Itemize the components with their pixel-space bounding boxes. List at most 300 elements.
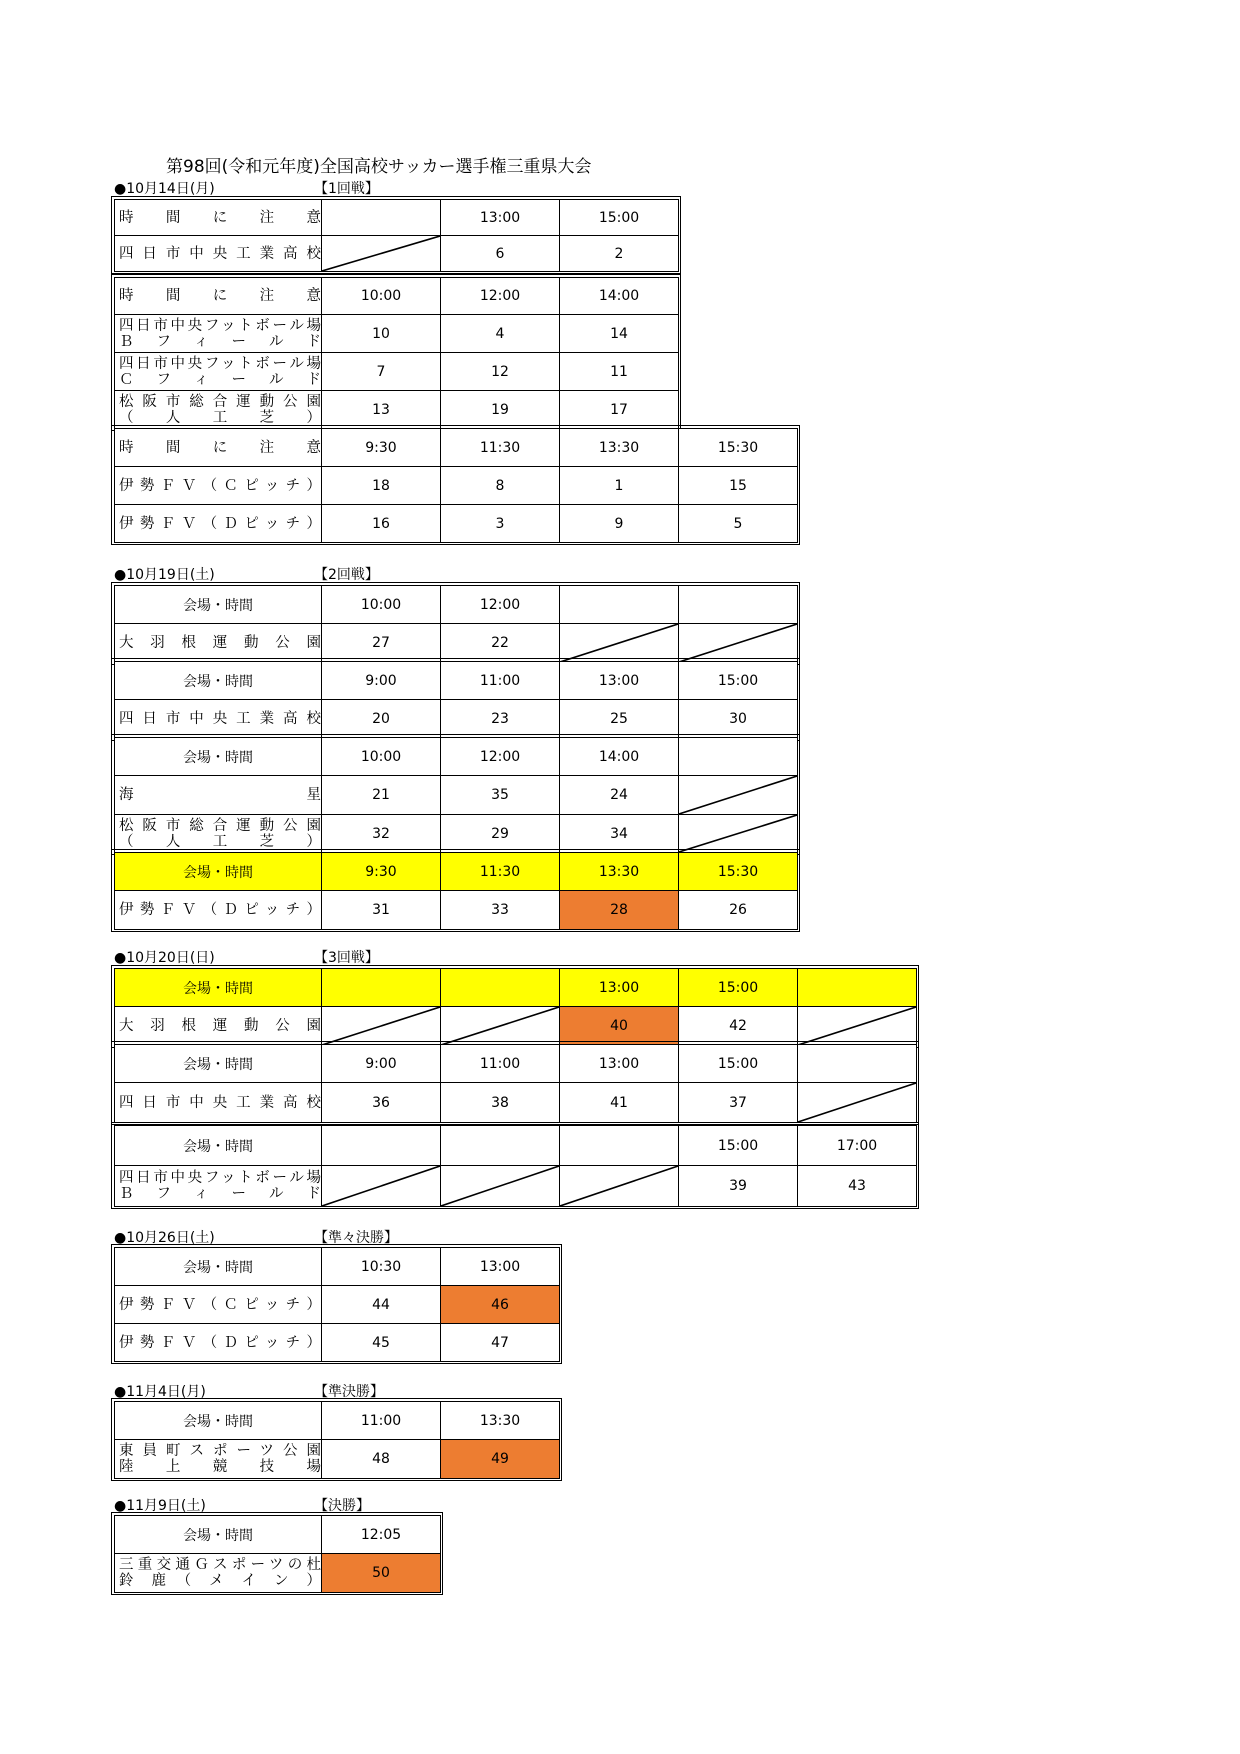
kickoff-time: [678, 852, 798, 891]
venue-name-lines: [119, 1170, 321, 1202]
kickoff-time: [440, 1125, 560, 1166]
kickoff-time: [678, 661, 798, 700]
venue-name-line: 四日市中央フットボール場: [119, 355, 321, 372]
cell-text: 43: [848, 1178, 866, 1194]
cell-text: 34: [610, 825, 628, 842]
match-number: [321, 1439, 441, 1479]
match-number: [321, 890, 441, 930]
match-number: [678, 1006, 798, 1046]
day-header: [114, 947, 414, 967]
venue-name-lines: [119, 1335, 321, 1351]
match-number: [559, 352, 679, 391]
cell-text: 12: [491, 363, 509, 380]
cell-text: 12:00: [479, 596, 521, 613]
venue-name: [114, 1323, 322, 1362]
venue-name-line: 伊勢ＦＶ（Ｃピッチ）: [119, 477, 321, 494]
venue-name-line: 四日市中央工業高校: [119, 1094, 321, 1111]
match-number: [440, 390, 560, 429]
match-number: [678, 699, 798, 739]
kickoff-time: [440, 852, 560, 891]
match-number: [321, 1323, 441, 1362]
match-number: [440, 623, 560, 663]
match-number: [321, 1285, 441, 1324]
cell-text: 11:00: [479, 1055, 521, 1072]
venue-name-line: 大羽根運動公園: [119, 1018, 321, 1034]
venue-name-line: （ 人 工 芝 ）: [119, 409, 321, 426]
venue-name-line: 伊勢ＦＶ（Ｃピッチ）: [119, 1296, 321, 1313]
kickoff-time: [559, 968, 679, 1007]
cell-text: 30: [729, 711, 747, 727]
venue-name-line: 伊勢ＦＶ（Ｄピッチ）: [119, 1334, 321, 1351]
cell-text: 22: [491, 635, 509, 651]
venue-name-line: 四日市中央フットボール場: [119, 1170, 321, 1186]
round-name: 【1回戦】: [314, 181, 379, 197]
venue-name-line: 四日市中央工業高校: [119, 245, 321, 262]
cell-text: 14:00: [598, 748, 640, 765]
venue-name-line: Ｂ フ ィ ー ル ド: [119, 333, 321, 350]
venue-name: [114, 1553, 322, 1593]
empty-slot-slash: [560, 1166, 678, 1206]
cell-text: 15: [729, 477, 747, 494]
cell-text: 8: [495, 477, 505, 494]
venue-name: [114, 1285, 322, 1324]
match-number: [321, 623, 441, 663]
venue-name-line: Ｂ フ ィ ー ル ド: [119, 1186, 321, 1202]
empty-slot-slash: [798, 1083, 916, 1122]
match-number: [321, 1553, 441, 1593]
venue-name: [114, 314, 322, 353]
kickoff-time: [440, 1044, 560, 1083]
empty-slot: [797, 1006, 917, 1046]
cell-text: 9:00: [365, 1055, 397, 1072]
match-number: [321, 699, 441, 739]
match-number: [321, 352, 441, 391]
cell-text: 13: [372, 401, 390, 418]
cell-text: 10: [372, 325, 390, 342]
cell-text: 24: [610, 787, 628, 803]
kickoff-time: [321, 1401, 441, 1440]
venue-name-line: 大羽根運動公園: [119, 635, 321, 651]
match-number: [321, 390, 441, 429]
empty-slot: [321, 1165, 441, 1207]
kickoff-time: [559, 852, 679, 891]
venue-name-line: 時 間 に 注 意: [119, 288, 321, 304]
match-number: [440, 352, 560, 391]
empty-slot-slash: [679, 776, 797, 814]
venue-name: [114, 235, 322, 272]
venue-name-line: 松阪市総合運動公園: [119, 817, 321, 834]
cell-text: 29: [491, 825, 509, 842]
match-number: [678, 890, 798, 930]
venue-name: [114, 890, 322, 930]
venue-name-line: Ｃ フ ィ ー ル ド: [119, 371, 321, 388]
match-number: [321, 775, 441, 815]
match-number: [559, 314, 679, 353]
venue-time-label: 会場・時間: [114, 1044, 322, 1083]
venue-name: [114, 277, 322, 315]
day-header: [114, 1227, 414, 1247]
cell-text: 14: [610, 325, 628, 342]
empty-slot: [440, 1165, 560, 1207]
venue-name: [114, 1082, 322, 1123]
venue-name: [114, 699, 322, 739]
match-number: [321, 1082, 441, 1123]
empty-slot: [678, 814, 798, 853]
cell-text: 23: [491, 711, 509, 727]
kickoff-time: [678, 585, 798, 624]
kickoff-time: [559, 661, 679, 700]
kickoff-time: [678, 737, 798, 776]
kickoff-time: [559, 1044, 679, 1083]
match-number: [559, 890, 679, 930]
venue-name-lines: [119, 356, 321, 388]
cell-text: 15:30: [717, 439, 759, 456]
cell-text: 9:00: [365, 672, 397, 689]
kickoff-time: [440, 585, 560, 624]
venue-name: [114, 1006, 322, 1046]
venue-name-lines: [119, 1018, 321, 1034]
kickoff-time: [321, 661, 441, 700]
cell-text: 12:00: [479, 748, 521, 765]
cell-text: 26: [729, 902, 747, 918]
empty-slot-slash: [322, 1007, 440, 1045]
venue-time-label: 会場・時間: [114, 1401, 322, 1440]
match-number: [440, 814, 560, 853]
kickoff-time: [559, 1125, 679, 1166]
match-number: [321, 466, 441, 505]
match-number: [559, 390, 679, 429]
cell-text: 10:30: [360, 1258, 402, 1275]
cell-text: 13:00: [598, 1055, 640, 1072]
cell-text: 11:30: [479, 863, 521, 880]
venue-name-lines: [119, 1297, 321, 1313]
cell-text: 7: [376, 363, 386, 380]
cell-text: 38: [491, 1094, 509, 1111]
cell-text: 16: [372, 515, 390, 532]
kickoff-time: [440, 661, 560, 700]
cell-text: 31: [372, 902, 390, 918]
kickoff-time: [321, 1247, 441, 1286]
kickoff-time: [559, 737, 679, 776]
empty-slot-slash: [322, 236, 440, 271]
kickoff-time: [321, 277, 441, 315]
venue-name-line: 松阪市総合運動公園: [119, 393, 321, 410]
venue-name-lines: [119, 394, 321, 426]
venue-name-lines: [119, 288, 321, 304]
kickoff-time: [321, 428, 441, 467]
match-number: [440, 1439, 560, 1479]
cell-text: 13:30: [598, 439, 640, 456]
venue-name: [114, 623, 322, 663]
cell-text: 44: [372, 1296, 390, 1313]
cell-text: 15:00: [598, 209, 640, 226]
cell-text: 32: [372, 825, 390, 842]
venue-name-lines: [119, 635, 321, 651]
match-number: [440, 1285, 560, 1324]
cell-text: 5: [733, 515, 743, 532]
match-number: [321, 314, 441, 353]
cell-text: 41: [610, 1094, 628, 1111]
venue-name-lines: [119, 1557, 321, 1589]
venue-name: [114, 814, 322, 853]
cell-text: 9:30: [365, 863, 397, 880]
cell-text: 12:05: [360, 1526, 402, 1543]
venue-name: [114, 775, 322, 815]
match-number: [440, 699, 560, 739]
match-date: ●10月26日(土): [114, 1230, 215, 1246]
cell-text: 35: [491, 787, 509, 803]
cell-text: 48: [372, 1451, 390, 1467]
cell-text: 2: [614, 245, 624, 262]
kickoff-time: [678, 1125, 798, 1166]
kickoff-time: [440, 1247, 560, 1286]
match-number: [559, 466, 679, 505]
match-number: [559, 235, 679, 272]
venue-time-label: 会場・時間: [114, 661, 322, 700]
cell-text: 21: [372, 787, 390, 803]
cell-text: 10:00: [360, 288, 402, 304]
match-number: [559, 1006, 679, 1046]
kickoff-time: [440, 968, 560, 1007]
venue-name-line: 伊勢ＦＶ（Ｄピッチ）: [119, 515, 321, 532]
empty-slot: [321, 235, 441, 272]
cell-text: 13:00: [479, 1258, 521, 1275]
cell-text: 47: [491, 1334, 509, 1351]
cell-text: 3: [495, 515, 505, 532]
venue-name-line: 四日市中央工業高校: [119, 711, 321, 727]
cell-text: 9:30: [365, 439, 397, 456]
cell-text: 11:00: [360, 1412, 402, 1429]
match-number: [559, 1082, 679, 1123]
match-number: [440, 775, 560, 815]
venue-name: [114, 390, 322, 429]
cell-text: 39: [729, 1178, 747, 1194]
cell-text: 36: [372, 1094, 390, 1111]
kickoff-time: [321, 199, 441, 236]
round-name: 【決勝】: [314, 1498, 370, 1514]
venue-time-label: 会場・時間: [114, 968, 322, 1007]
match-number: [440, 504, 560, 543]
day-header: [114, 1495, 414, 1515]
cell-text: 25: [610, 711, 628, 727]
kickoff-time: [559, 585, 679, 624]
match-number: [440, 1082, 560, 1123]
match-number: [559, 699, 679, 739]
day-header: [114, 1381, 414, 1401]
venue-name-lines: [119, 246, 321, 262]
cell-text: 20: [372, 711, 390, 727]
cell-text: 6: [495, 245, 505, 262]
cell-text: 33: [491, 902, 509, 918]
match-number: [559, 504, 679, 543]
kickoff-time: [321, 585, 441, 624]
venue-name-line: 海 星: [119, 787, 321, 803]
kickoff-time: [559, 199, 679, 236]
venue-name-lines: [119, 516, 321, 532]
cell-text: 27: [372, 635, 390, 651]
venue-name-line: 四日市中央フットボール場: [119, 317, 321, 334]
match-number: [440, 235, 560, 272]
empty-slot: [678, 623, 798, 663]
empty-slot: [440, 1006, 560, 1046]
empty-slot-slash: [679, 624, 797, 662]
kickoff-time: [321, 737, 441, 776]
empty-slot: [321, 1006, 441, 1046]
day-header: [114, 178, 414, 198]
match-number: [440, 890, 560, 930]
venue-time-label: 会場・時間: [114, 1125, 322, 1166]
kickoff-time: [559, 277, 679, 315]
venue-name: [114, 428, 322, 467]
cell-text: 10:00: [360, 596, 402, 613]
kickoff-time: [678, 968, 798, 1007]
cell-text: 12:00: [479, 288, 521, 304]
cell-text: 17: [610, 401, 628, 418]
cell-text: 15:00: [717, 1137, 759, 1154]
kickoff-time: [678, 1044, 798, 1083]
venue-name-line: 時 間 に 注 意: [119, 439, 321, 456]
venue-time-label: 会場・時間: [114, 1515, 322, 1554]
cell-text: 15:00: [717, 1055, 759, 1072]
kickoff-time: [321, 852, 441, 891]
venue-time-label: 会場・時間: [114, 585, 322, 624]
cell-text: 1: [614, 477, 624, 494]
cell-text: 18: [372, 477, 390, 494]
cell-text: 17:00: [836, 1137, 878, 1154]
cell-text: 11: [610, 363, 628, 380]
kickoff-time: [440, 1401, 560, 1440]
venue-name-line: 陸 上 競 技 場: [119, 1459, 321, 1475]
venue-name-line: 三重交通Ｇスポーツの杜: [119, 1557, 321, 1573]
empty-slot-slash: [441, 1007, 559, 1045]
venue-name-lines: [119, 318, 321, 350]
venue-name-lines: [119, 818, 321, 850]
cell-text: 45: [372, 1334, 390, 1351]
venue-name: [114, 504, 322, 543]
cell-text: 50: [372, 1565, 390, 1581]
empty-slot: [797, 1082, 917, 1123]
empty-slot: [559, 1165, 679, 1207]
match-date: ●11月9日(土): [114, 1498, 206, 1514]
kickoff-time: [321, 1044, 441, 1083]
cell-text: 13:30: [479, 1412, 521, 1429]
cell-text: 15:00: [717, 672, 759, 689]
cell-text: 28: [610, 902, 628, 918]
match-date: ●11月4日(月): [114, 1384, 206, 1400]
match-date: ●10月20日(日): [114, 950, 215, 966]
cell-text: 42: [729, 1018, 747, 1034]
venue-name-lines: [119, 1443, 321, 1475]
match-number: [440, 1323, 560, 1362]
kickoff-time: [440, 277, 560, 315]
venue-name-line: 鈴 鹿 （ メ イ ン ）: [119, 1573, 321, 1589]
kickoff-time: [797, 1044, 917, 1083]
empty-slot-slash: [441, 1166, 559, 1206]
empty-slot-slash: [322, 1166, 440, 1206]
match-number: [559, 814, 679, 853]
empty-slot: [678, 775, 798, 815]
empty-slot-slash: [679, 815, 797, 852]
cell-text: 15:30: [717, 863, 759, 880]
cell-text: 13:30: [598, 863, 640, 880]
match-number: [678, 504, 798, 543]
document-title: 第98回(令和元年度)全国高校サッカー選手権三重県大会: [166, 157, 592, 177]
venue-name: [114, 199, 322, 236]
match-number: [797, 1165, 917, 1207]
round-name: 【準決勝】: [314, 1384, 384, 1400]
cell-text: 11:30: [479, 439, 521, 456]
kickoff-time: [797, 968, 917, 1007]
kickoff-time: [559, 428, 679, 467]
venue-name-lines: [119, 478, 321, 494]
match-date: ●10月14日(月): [114, 181, 215, 197]
cell-text: 40: [610, 1018, 628, 1034]
cell-text: 37: [729, 1094, 747, 1111]
round-name: 【準々決勝】: [314, 1230, 398, 1246]
cell-text: 19: [491, 401, 509, 418]
match-number: [678, 1082, 798, 1123]
empty-slot-slash: [560, 624, 678, 662]
venue-name-line: 時 間 に 注 意: [119, 209, 321, 226]
venue-name-lines: [119, 787, 321, 803]
kickoff-time: [797, 1125, 917, 1166]
cell-text: 14:00: [598, 288, 640, 304]
venue-time-label: 会場・時間: [114, 1247, 322, 1286]
venue-name-lines: [119, 902, 321, 918]
match-number: [440, 314, 560, 353]
day-header: [114, 564, 414, 584]
match-number: [321, 814, 441, 853]
kickoff-time: [440, 428, 560, 467]
venue-name: [114, 1165, 322, 1207]
venue-name-lines: [119, 440, 321, 456]
kickoff-time: [440, 199, 560, 236]
match-number: [559, 775, 679, 815]
cell-text: 13:00: [479, 209, 521, 226]
venue-name-line: 東員町スポーツ公園: [119, 1443, 321, 1459]
venue-name-lines: [119, 210, 321, 226]
kickoff-time: [321, 1125, 441, 1166]
cell-text: 10:00: [360, 748, 402, 765]
cell-text: 13:00: [598, 672, 640, 689]
venue-name-line: （ 人 工 芝 ）: [119, 833, 321, 850]
match-number: [678, 466, 798, 505]
cell-text: 13:00: [598, 979, 640, 996]
cell-text: 4: [495, 325, 505, 342]
match-number: [678, 1165, 798, 1207]
match-date: ●10月19日(土): [114, 567, 215, 583]
venue-name: [114, 466, 322, 505]
venue-name-lines: [119, 1095, 321, 1111]
round-name: 【3回戦】: [314, 950, 379, 966]
venue-name: [114, 352, 322, 391]
cell-text: 9: [614, 515, 624, 532]
venue-time-label: 会場・時間: [114, 737, 322, 776]
match-number: [440, 466, 560, 505]
venue-time-label: 会場・時間: [114, 852, 322, 891]
cell-text: 11:00: [479, 672, 521, 689]
kickoff-time: [321, 968, 441, 1007]
round-name: 【2回戦】: [314, 567, 379, 583]
kickoff-time: [440, 737, 560, 776]
kickoff-time: [321, 1515, 441, 1554]
match-number: [321, 504, 441, 543]
kickoff-time: [678, 428, 798, 467]
empty-slot-slash: [798, 1007, 916, 1045]
cell-text: 49: [491, 1451, 509, 1467]
venue-name-lines: [119, 711, 321, 727]
cell-text: 15:00: [717, 979, 759, 996]
